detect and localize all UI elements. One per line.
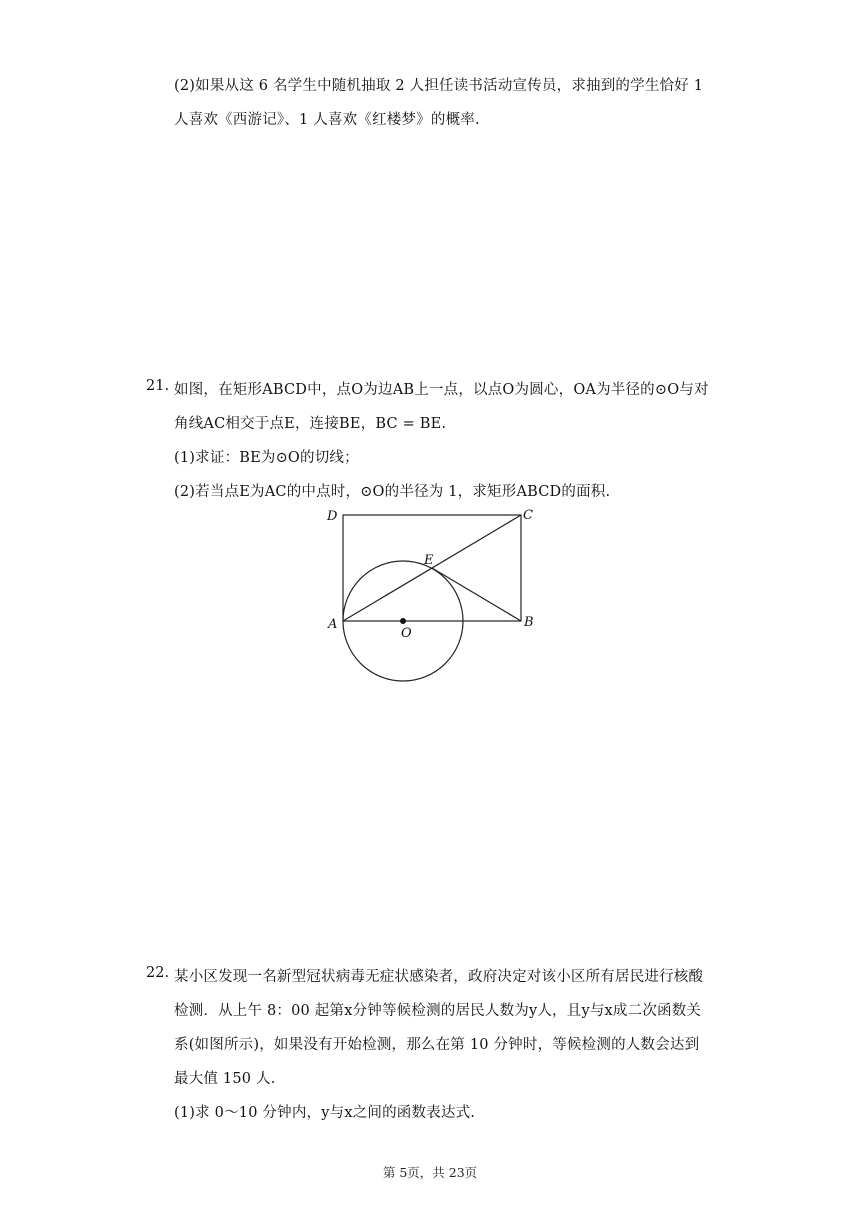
label-b: B [524, 615, 534, 630]
label-o: O [401, 626, 412, 641]
q22-line3: 系(如图所示)，如果没有开始检测，那么在第 10 分钟时，等候检测的人数会达到 [174, 1037, 700, 1053]
q21-line1: 如图，在矩形ABCD中，点O为边AB上一点，以点O为圆心，OA为半径的⊙O与对 [174, 382, 709, 398]
segment-be [432, 568, 521, 621]
q22-line4: 最大值 150 人. [174, 1071, 276, 1087]
q21-number: 21. [146, 378, 170, 394]
label-a: A [328, 617, 338, 632]
page-footer: 第 5页，共 23页 [382, 1165, 478, 1180]
q22-number: 22. [146, 965, 170, 981]
q20-part2-line2: 人喜欢《西游记》、1 人喜欢《红楼梦》的概率. [174, 112, 480, 128]
label-c: C [523, 508, 533, 523]
center-point-o [400, 618, 406, 624]
q21-part1: (1)求证：BE为⊙O的切线； [174, 450, 359, 466]
q22-line2: 检测．从上午 8：00 起第x分钟等候检测的居民人数为y人，且y与x成二次函数关 [174, 1003, 702, 1019]
q22-part1: (1)求 0～10 分钟内，y与x之间的函数表达式. [174, 1105, 476, 1121]
q20-part2-line1: (2)如果从这 6 名学生中随机抽取 2 人担任读书活动宣传员，求抽到的学生恰好 1 [174, 78, 704, 94]
q21-line2: 角线AC相交于点E，连接BE，BC = BE. [174, 416, 447, 432]
label-e: E [424, 553, 434, 568]
q21-geometry-figure [320, 500, 550, 692]
q22-line1: 某小区发现一名新型冠状病毒无症状感染者，政府决定对该小区所有居民进行核酸 [174, 969, 704, 985]
q21-part2: (2)若当点E为AC的中点时，⊙O的半径为 1，求矩形ABCD的面积. [174, 484, 611, 500]
label-d: D [327, 509, 338, 524]
